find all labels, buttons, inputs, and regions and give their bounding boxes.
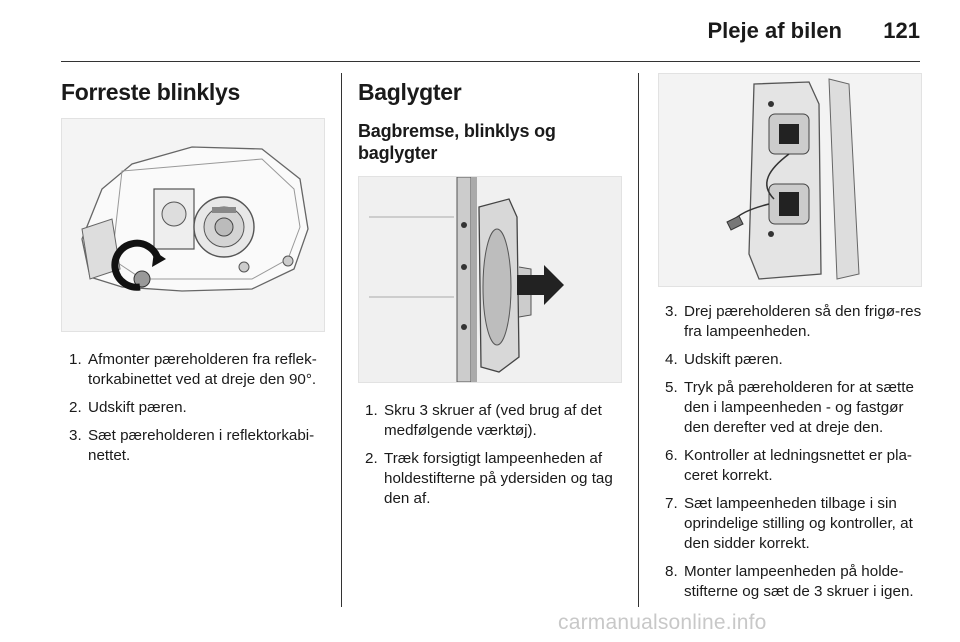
list-item: 1. Afmonter pæreholderen fra reflek-torkabinettet ved at dreje den 90°. [69,351,317,388]
column-rear-lamps-continued [658,73,922,610]
running-header-title: Pleje af bilen [707,18,842,43]
list-item: 5. Tryk på pæreholderen for at sætte den i lampeenheden - og fastgør den derefter ved at dreje den. [665,379,914,436]
list-item: 7. Sæt lampeenheden tilbage i sin oprindelige stilling og kontroller, at den sidder korrekt. [665,495,913,552]
column-divider-2 [638,73,639,607]
section-heading-rear-lamps: Baglygter [358,79,462,105]
list-item: 3. Sæt pæreholderen i reflektorkabi-nettet. [69,427,315,464]
rear-lamp-steps-first [365,401,622,509]
rear-bulb-holders-illustration [658,73,922,287]
list-item: 2. Udskift pæren. [69,399,187,416]
rear-lamp-steps-continued [665,302,922,602]
list-item: 1. Skru 3 skruer af (ved brug af det medfølgende værktøj). [365,402,602,439]
column-front-indicator [61,73,326,474]
watermark: carmanualsonline.info [558,611,767,634]
list-item: 6. Kontroller at ledningsnettet er pla-ceret korrekt. [665,447,912,484]
column-divider-1 [341,73,342,607]
list-item: 3. Drej pæreholderen så den frigø-res fra lampeenheden. [665,303,922,340]
list-item: 2. Træk forsigtigt lampeenheden af holdestifterne på ydersiden og tag den af. [365,450,613,507]
section-heading-front-indicator: Forreste blinklys [61,79,240,105]
list-item: 8. Monter lampeenheden på holde-stifterne og sæt de 3 skruer i igen. [665,563,914,600]
header-divider [61,61,920,62]
front-indicator-steps [69,350,326,466]
list-item: 4. Udskift pæren. [665,351,783,368]
page-number: 121 [883,18,920,43]
column-rear-lamps [358,73,622,517]
headlamp-illustration [61,118,325,332]
rear-lamp-removal-illustration [358,176,622,383]
subheading-rear-lamps: Bagbremse, blinklys og baglygter [358,121,556,163]
